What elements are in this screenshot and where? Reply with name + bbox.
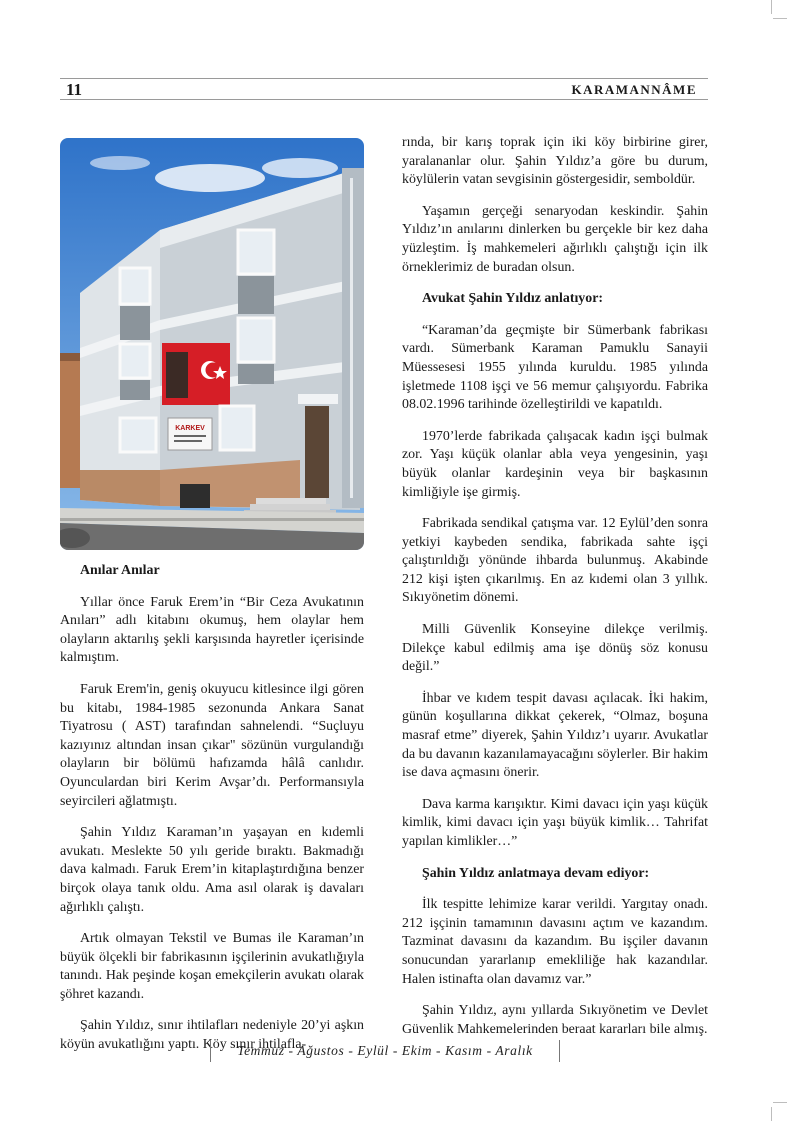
magazine-title: KARAMANNÂME — [571, 82, 697, 97]
footer — [210, 1040, 560, 1062]
right-column — [402, 134, 708, 1052]
crop-mark — [773, 1102, 787, 1103]
paragraph: “Karaman’da geçmişte bir Sümerbank fabrikası vardı. Sümerbank Karaman Pamuklu Sanayii Müessesesi 1955 yılında kuruldu. 1985 yılında işletmede 1108 işçi ve 56 memur çalışıyordu. Fabrika 08.02.1996 tarihinde özelleştirildi ve kapatıldı. — [402, 322, 708, 413]
section-heading: Şahin Yıldız anlatmaya devam ediyor: — [422, 865, 650, 881]
building-photo — [60, 138, 364, 550]
sign-text: KARKEV — [175, 425, 205, 432]
paragraph: Artık olmayan Tekstil ve Bumas ile Karaman’ın büyük ölçekli bir fabrikasının işçilerinin avukatlığıyla tanındı. Hak peşinde koşan emekçilerin avukatı olarak şöhret kazandı. — [60, 931, 364, 1002]
paragraph: Milli Güvenlik Konseyine dilekçe verilmiş. Dilekçe kabul edilmiş ama işe dönüş söz konusu değil.” — [402, 622, 708, 675]
paragraph: İhbar ve kıdem tespit davası açılacak. İki hakim, günün koşullarına dikkat çekerek, “Olmaz, boşuna masraf etme” diyerek, Şahin Yıldız’ı uyarır. Avukatlar da bu davanın kazanılamayacağını söylerler. Bir hakim ise dava açmasını önerir. — [402, 690, 708, 781]
section-heading: Anılar Anılar — [80, 563, 160, 578]
header-rule — [60, 99, 708, 100]
building-illustration — [60, 138, 364, 550]
paragraph: Yıllar önce Faruk Erem’in “Bir Ceza Avukatının Anıları” adlı kitabını okumuş, hem olaylar hem olayların aktarılış şekli karşısında hayretler içerisinde kalmıştım. — [60, 594, 364, 666]
crop-mark — [771, 1107, 772, 1121]
paragraph: Şahin Yıldız, aynı yıllarda Sıkıyönetim ve Devlet Güvenlik Mahkemelerinden beraat kararları bile almış. — [402, 1003, 708, 1037]
header-rule — [60, 78, 708, 79]
left-column — [60, 562, 364, 1068]
crop-mark — [771, 0, 772, 14]
footer-months: Temmuz - Ağustos - Eylül - Ekim - Kasım - Aralık — [237, 1043, 533, 1058]
section-heading: Avukat Şahin Yıldız anlatıyor: — [422, 291, 603, 307]
paragraph: Yaşamın gerçeği senaryodan keskindir. Şahin Yıldız’ın anılarını dinlerken bu gerçekle bir kez daha yüzleştim. İş mahkemeleri ağırlıklı çalıştığı için ilk örneklerimiz de buradan olsun. — [402, 203, 708, 275]
paragraph: rında, bir karış toprak için iki köy birbirine girer, yaralananlar olur. Şahin Yıldız’a göre bu durum, köylülerin vatan sevgisinin göstergesidir, semboldür. — [402, 135, 708, 188]
paragraph: İlk tespitte lehimize karar verildi. Yargıtay onadı. 212 işçinin tamamının davasını açtım ve kazandım. Tazminat davasını da kazandım. Bu işçiler davanın sonucundan yararlanıp emekliliğe hak kazandılar. Halen istinafta olan davamız var.” — [402, 897, 708, 987]
crop-mark — [773, 18, 787, 19]
paragraph: Şahin Yıldız Karaman’ın yaşayan en kıdemli avukatı. Meslekte 50 yılı geride bıraktı. Bakmadığı dava kalmadı. Faruk Erem’in kitaplaştırdığına benzer birçok olaya tanık oldu. Ama asıl olarak iş davaları ağırlıklı çalıştı. — [60, 825, 364, 915]
paragraph: Faruk Erem'in, geniş okuyucu kitlesince ilgi gören bu kitabı, 1984-1985 sezonunda Ankara Sanat Tiyatrosu ( AST) tarafından sahnelendi. “Suçluyu kazıyınız altından insan çıkar" sözünün vurgulandığı olayların bir bölümü hafızamda hâlâ canlıdır. Oyunculardan biri Kerim Avşar’dı. Performansıyla seyircileri ağlatmıştı. — [60, 681, 364, 809]
paragraph: Dava karma karışıktır. Kimi davacı için yaşı küçük kimlik, kimi davacı için yaşı büyük kimlik… Tahrifat yapılan kimlikler…” — [402, 796, 708, 849]
paragraph: Şahin Yıldız, sınır ihtilafları nedeniyle 20’yi aşkın köyün avukatlığını yaptı. Köy sınır ihtilafla- — [60, 1018, 364, 1053]
paragraph: Fabrikada sendikal çatışma var. 12 Eylül’den sonra yetkiyi kaybeden sendika, fabrikada sahte işçi çalıştırıldığı yönünde ihbarda bulunmuş. Akabinde 212 kişi işten çıkarılmış. En az kıdemi olan 3 yıllık. Sıkıyönetim dönemi. — [402, 516, 708, 606]
page-number: 11 — [66, 80, 83, 99]
paragraph: 1970’lerde fabrikada çalışacak kadın işçi bulmak zor. Yaşı küçük olanlar abla veya yengesinin, yaşı büyük olanlar kardeşinin veya bir başkasının kimliğiyle işe girmiş. — [402, 428, 708, 500]
